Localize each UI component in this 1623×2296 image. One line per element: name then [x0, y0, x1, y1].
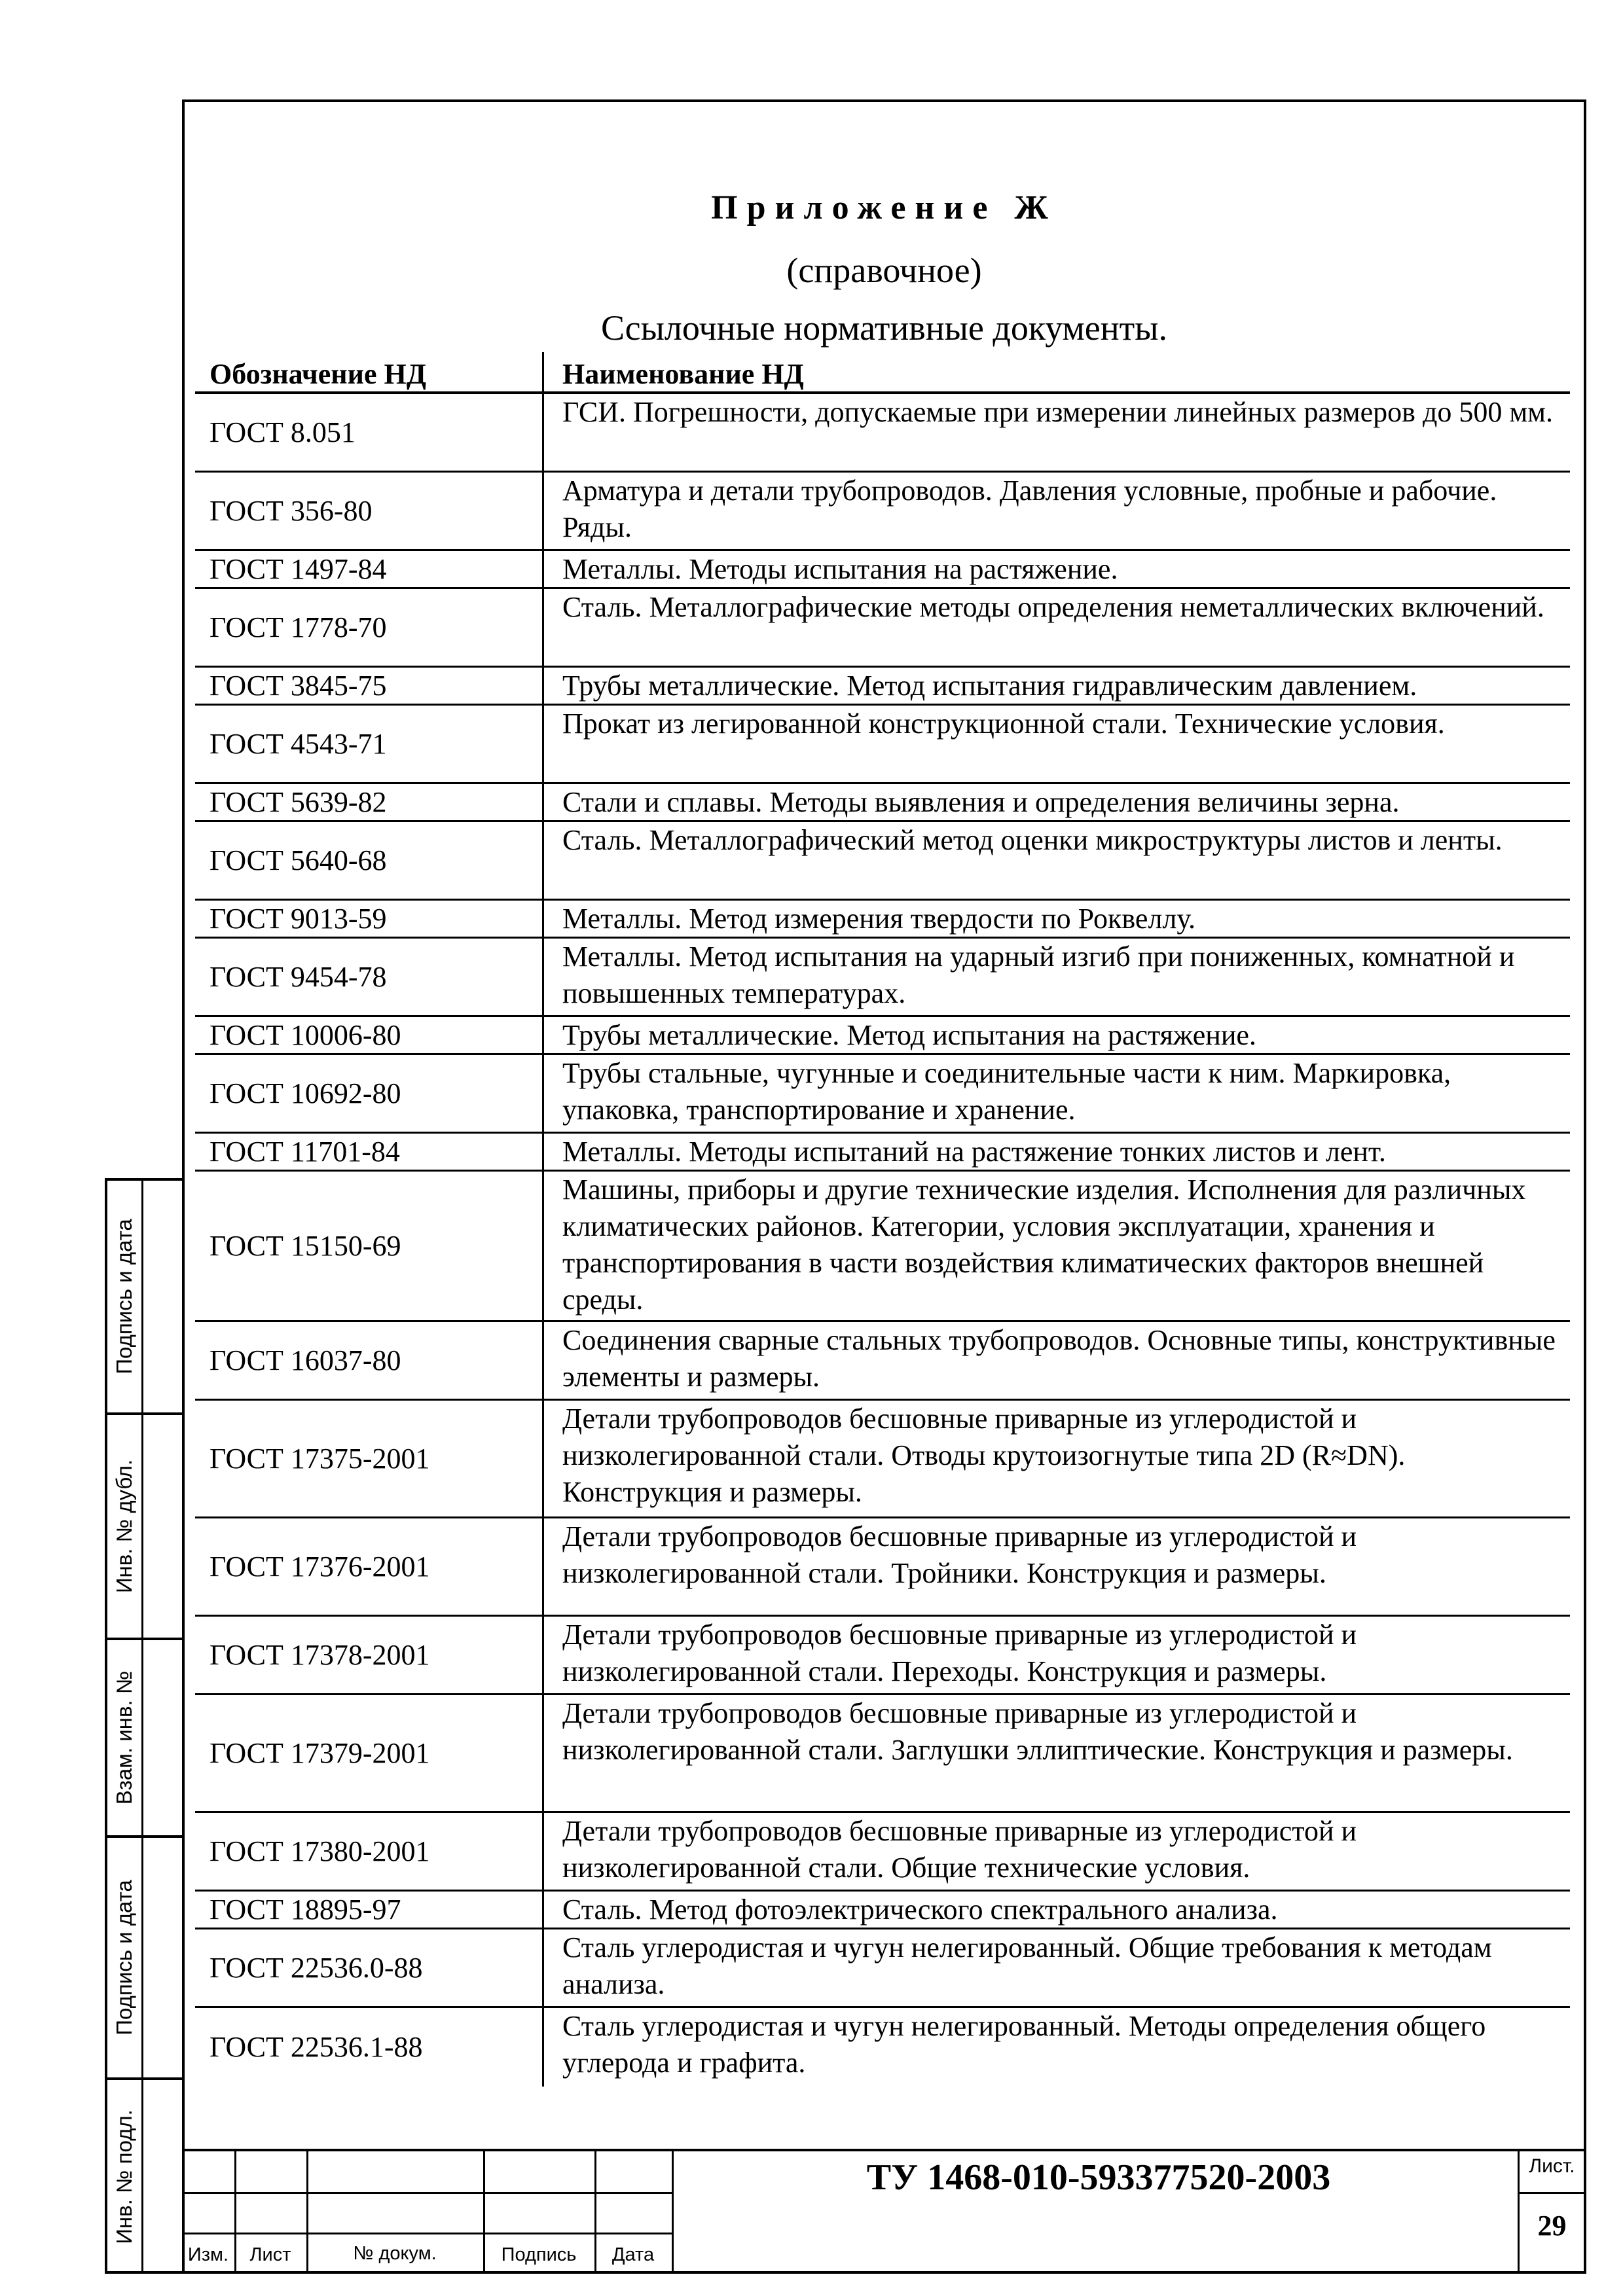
row-name: Машины, приборы и другие технические изделия. Исполнения для различных климатических районов. Категории, условия эксплуатации, хранения и транспортирования в части воздействия климатических факторов внешней среды.	[542, 1172, 1570, 1320]
stamp-label-sheet: Лист	[249, 2244, 291, 2265]
row-name: Сталь. Металлографические методы определения неметаллических включений.	[542, 589, 1570, 666]
row-name: Трубы металлические. Метод испытания гидравлическим давлением.	[542, 668, 1570, 704]
row-code: ГОСТ 17380-2001	[210, 1835, 430, 1867]
strip-label: Взам. инв. №	[112, 1670, 136, 1805]
title-block	[182, 2149, 1586, 2274]
row-code: ГОСТ 17379-2001	[210, 1736, 430, 1769]
row-name: Детали трубопроводов бесшовные приварные из углеродистой и низколегированной стали. Тройники. Конструкция и размеры.	[542, 1518, 1570, 1615]
row-name: ГСИ. Погрешности, допускаемые при измерении линейных размеров до 500 мм.	[542, 394, 1570, 471]
row-code: ГОСТ 5640-68	[210, 844, 387, 876]
row-name: Металлы. Метод измерения твердости по Роквеллу.	[542, 901, 1570, 937]
table-header-row	[195, 352, 1570, 394]
table-row	[195, 668, 1570, 706]
table-row	[195, 706, 1570, 784]
strip-cell-signature-date-2	[107, 1835, 182, 2077]
strip-label: Подпись и дата	[112, 1880, 136, 2036]
table-row	[195, 1695, 1570, 1813]
table-row	[195, 784, 1570, 822]
row-name: Сталь. Метод фотоэлектрического спектрального анализа.	[542, 1892, 1570, 1928]
row-name: Стали и сплавы. Методы выявления и определения величины зерна.	[542, 784, 1570, 820]
row-name: Детали трубопроводов бесшовные приварные из углеродистой и низколегированной стали. Отводы крутоизогнутые типа 2D (R≈DN). Конструкция и размеры.	[542, 1401, 1570, 1516]
stamp-label-date: Дата	[611, 2244, 655, 2265]
row-name: Сталь углеродистая и чугун нелегированный. Общие требования к методам анализа.	[542, 1929, 1570, 2006]
stamp-label-change: Изм.	[187, 2244, 229, 2265]
table-row	[195, 1892, 1570, 1929]
table-row	[195, 1813, 1570, 1892]
strip-cell-dup-inv	[107, 1412, 182, 1638]
row-name: Сталь углеродистая и чугун нелегированный. Методы определения общего углерода и графита.	[542, 2008, 1570, 2087]
binding-strip	[105, 1178, 182, 2274]
table-row	[195, 1017, 1570, 1055]
row-code: ГОСТ 1778-70	[210, 611, 387, 643]
row-code: ГОСТ 1497-84	[210, 552, 387, 585]
sheet-number: 29	[1537, 2210, 1567, 2242]
table-row	[195, 1518, 1570, 1617]
row-name: Арматура и детали трубопроводов. Давления условные, пробные и рабочие. Ряды.	[542, 473, 1570, 549]
row-name: Трубы металлические. Метод испытания на растяжение.	[542, 1017, 1570, 1053]
table-row	[195, 1617, 1570, 1695]
row-code: ГОСТ 10692-80	[210, 1077, 401, 1109]
appendix-subtitle: (справочное)	[786, 251, 982, 290]
row-code: ГОСТ 356-80	[210, 494, 373, 527]
table-row	[195, 1401, 1570, 1518]
row-name: Металлы. Методы испытания на растяжение.	[542, 551, 1570, 587]
row-name: Детали трубопроводов бесшовные приварные из углеродистой и низколегированной стали. Общие технические условия.	[542, 1813, 1570, 1890]
appendix-title: Приложение Ж	[711, 189, 1057, 226]
row-code: ГОСТ 3845-75	[210, 669, 387, 702]
row-name: Сталь. Металлографический метод оценки микроструктуры листов и ленты.	[542, 822, 1570, 899]
row-code: ГОСТ 17378-2001	[210, 1638, 430, 1671]
row-name: Металлы. Метод испытания на ударный изгиб при пониженных, комнатной и повышенных температурах.	[542, 939, 1570, 1015]
table-row	[195, 551, 1570, 589]
row-code: ГОСТ 17376-2001	[210, 1550, 430, 1583]
table-row	[195, 394, 1570, 473]
stamp-label-doc-number: № докум.	[353, 2243, 437, 2264]
strip-cell-replace-inv	[107, 1638, 182, 1835]
references-table	[195, 352, 1570, 2087]
sheet-label: Лист.	[1529, 2155, 1575, 2177]
table-row	[195, 1929, 1570, 2008]
strip-label: Подпись и дата	[112, 1219, 136, 1374]
row-name: Прокат из легированной конструкционной стали. Технические условия.	[542, 706, 1570, 782]
stamp-label-signature: Подпись	[501, 2244, 577, 2265]
row-code: ГОСТ 8.051	[210, 416, 356, 448]
row-code: ГОСТ 11701-84	[210, 1135, 400, 1168]
document-code: ТУ 1468-010-593377520-2003	[866, 2157, 1331, 2198]
row-code: ГОСТ 4543-71	[210, 727, 387, 760]
row-code: ГОСТ 9454-78	[210, 960, 387, 993]
row-name: Металлы. Методы испытаний на растяжение тонких листов и лент.	[542, 1134, 1570, 1170]
table-row	[195, 901, 1570, 939]
row-code: ГОСТ 9013-59	[210, 902, 387, 935]
row-code: ГОСТ 15150-69	[210, 1229, 401, 1262]
row-code: ГОСТ 10006-80	[210, 1018, 401, 1051]
row-code: ГОСТ 16037-80	[210, 1344, 401, 1376]
table-row	[195, 1134, 1570, 1172]
strip-cell-signature-date-1	[107, 1181, 182, 1412]
row-code: ГОСТ 5639-82	[210, 785, 387, 818]
row-name: Трубы стальные, чугунные и соединительные части к ним. Маркировка, упаковка, транспортирование и хранение.	[542, 1055, 1570, 1132]
table-row	[195, 1172, 1570, 1322]
row-code: ГОСТ 22536.0-88	[210, 1951, 423, 1984]
row-name: Детали трубопроводов бесшовные приварные из углеродистой и низколегированной стали. Заглушки эллиптические. Конструкция и размеры.	[542, 1695, 1570, 1811]
table-row	[195, 1055, 1570, 1134]
table-row	[195, 589, 1570, 668]
row-code: ГОСТ 18895-97	[210, 1893, 401, 1926]
table-row	[195, 822, 1570, 901]
table-row	[195, 939, 1570, 1017]
strip-cell-orig-inv	[107, 2077, 182, 2274]
strip-label: Инв. № дубл.	[112, 1459, 136, 1594]
row-name: Детали трубопроводов бесшовные приварные из углеродистой и низколегированной стали. Переходы. Конструкция и размеры.	[542, 1617, 1570, 1693]
row-name: Соединения сварные стальных трубопроводов. Основные типы, конструктивные элементы и размеры.	[542, 1322, 1570, 1399]
header-code: Обозначение НД	[210, 358, 426, 390]
table-row	[195, 2008, 1570, 2087]
row-code: ГОСТ 17375-2001	[210, 1442, 430, 1475]
references-heading: Ссылочные нормативные документы.	[600, 308, 1168, 348]
table-row	[195, 1322, 1570, 1401]
strip-label: Инв. № подл.	[112, 2109, 136, 2244]
header-name: Наименование НД	[542, 352, 1570, 391]
row-code: ГОСТ 22536.1-88	[210, 2031, 423, 2063]
table-row	[195, 473, 1570, 551]
